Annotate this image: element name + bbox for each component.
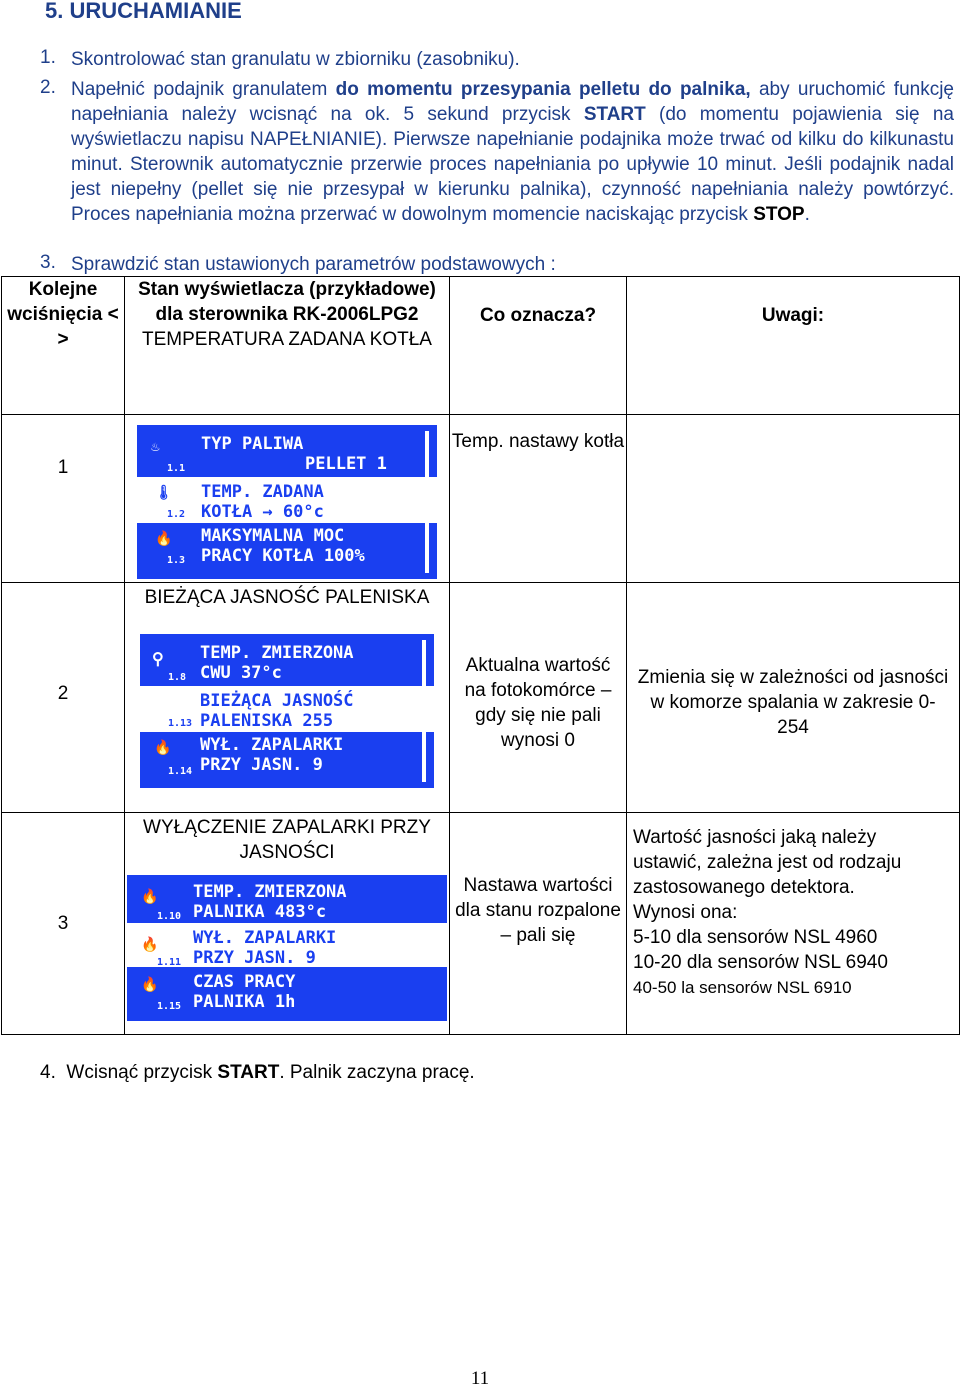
svg-text:1.13: 1.13	[168, 718, 193, 729]
row-3-number: 3	[2, 813, 125, 1035]
step-4: 4. Wcisnąć przycisk START. Palnik zaczyna pracę.	[40, 1062, 475, 1083]
flame-icon: 🔥	[141, 937, 159, 953]
svg-text:TEMP. ZADANA: TEMP. ZADANA	[201, 482, 324, 502]
svg-text:TEMP. ZMIERZONA: TEMP. ZMIERZONA	[200, 643, 354, 663]
step-1-number: 1.	[40, 47, 56, 68]
flame-icon: 🔥	[141, 977, 159, 993]
thermometer-icon: 🌡	[155, 485, 173, 501]
svg-text:MAKSYMALNA MOC: MAKSYMALNA MOC	[201, 526, 345, 546]
row-1-display	[125, 415, 450, 583]
flame-icon: 🔥	[154, 740, 172, 756]
row-2-notes: Zmienia się w zależności od jasności w komorze spalania w zakresie 0-254	[627, 583, 960, 813]
row-3-meaning: Nastawa wartości dla stanu rozpalone – pali się	[450, 813, 627, 1035]
step-2-number: 2.	[40, 77, 56, 98]
row-3-display: WYŁĄCZENIE ZAPALARKI PRZY JASNOŚCI 🔥 1.10 TEMP. ZMIERZONA PALNIKA 483°c 🔥 1.11 WYŁ. ZAPALARKI PRZY JASN. 9 🔥 1.15 CZAS PRACY PALNIKA 1h	[125, 813, 450, 1035]
row-2-number: 2	[2, 583, 125, 813]
svg-text:1.10: 1.10	[157, 911, 182, 922]
svg-text:PALNIKA 483°c: PALNIKA 483°c	[193, 902, 327, 922]
lcd-screen-2	[140, 634, 434, 788]
svg-text:1.15: 1.15	[157, 1001, 182, 1012]
svg-text:WYŁ. ZAPALARKI: WYŁ. ZAPALARKI	[200, 735, 344, 755]
row-1-notes	[627, 415, 960, 583]
svg-text:1.8: 1.8	[168, 672, 187, 683]
step-2-text: Napełnić podajnik granulatem do momentu przesypania pelletu do palnika, aby uruchomić funkcję napełniania należy wcisnąć na ok. 5 sekund przycisk START (do momentu pojawienia się na wyświetlaczu napisu NAPEŁNIANIE). Pierwsze napełnianie podajnika może trwać od kilku do kilkunastu minut. Sterownik automatycznie przerwie proces napełniania po upływie 10 minut. Jeśli podajnik nadal jest niepełny (pellet się nie przesypał w kierunku palnika), czynność napełniania należy powtórzyć. Proces napełniania można przerwać w dowolnym momencie naciskając przycisk STOP.	[71, 79, 955, 225]
tap-icon: ⚲	[152, 649, 164, 668]
lcd-screen-1	[137, 425, 437, 579]
svg-text:TEMP. ZMIERZONA: TEMP. ZMIERZONA	[193, 882, 347, 902]
step-1-text: Skontrolować stan granulatu w zbiorniku (zasobniku).	[71, 49, 520, 70]
svg-text:PRZY JASN. 9: PRZY JASN. 9	[193, 948, 316, 968]
svg-text:1.14: 1.14	[168, 766, 193, 777]
page-number: 11	[470, 1368, 490, 1389]
lcd-screen-3	[127, 875, 447, 1021]
svg-text:KOTŁA → 60°c: KOTŁA → 60°c	[201, 502, 324, 522]
svg-text:1.1: 1.1	[167, 463, 186, 474]
svg-text:PALNIKA 1h: PALNIKA 1h	[193, 992, 296, 1012]
svg-text:CWU 37°c: CWU 37°c	[200, 663, 282, 683]
section-heading: 5. URUCHAMIANIE	[45, 0, 242, 23]
header-notes: Uwagi:	[627, 277, 960, 415]
header-meaning: Co oznacza?	[450, 277, 627, 415]
row-2-meaning: Aktualna wartość na fotokomórce – gdy się nie pali wynosi 0	[450, 583, 627, 813]
svg-text:PELLET 1: PELLET 1	[305, 454, 387, 474]
svg-text:1.11: 1.11	[157, 957, 182, 968]
svg-text:PALENISKA 255: PALENISKA 255	[200, 711, 334, 731]
row-3-notes: Wartość jasności jaką należy ustawić, zależna jest od rodzaju zastosowanego detektora. Wynosi ona: 5-10 dla sensorów NSL 4960 10-20 dla sensorów NSL 6940 40-50 la sensorów NSL 6910	[627, 813, 960, 1035]
svg-text:PRACY KOTŁA 100%: PRACY KOTŁA 100%	[201, 546, 365, 566]
row-1-number: 1	[2, 415, 125, 583]
flame-icon: ♨	[151, 439, 160, 455]
flame-icon: 🔥	[141, 889, 159, 905]
svg-text:BIEŻĄCA JASNOŚĆ: BIEŻĄCA JASNOŚĆ	[200, 691, 354, 711]
flame-icon: 🔥	[155, 531, 173, 547]
svg-text:1.2: 1.2	[167, 509, 186, 520]
svg-text:TYP PALIWA: TYP PALIWA	[201, 434, 304, 454]
svg-text:1.3: 1.3	[167, 555, 186, 566]
row-1-meaning: Temp. nastawy kotła	[450, 415, 627, 583]
step-3-text: Sprawdzić stan ustawionych parametrów podstawowych :	[71, 254, 556, 275]
header-presses: Kolejne wciśnięcia < >	[2, 277, 125, 415]
svg-text:CZAS PRACY: CZAS PRACY	[193, 972, 296, 992]
svg-text:WYŁ. ZAPALARKI: WYŁ. ZAPALARKI	[193, 928, 337, 948]
step-3-number: 3.	[40, 252, 56, 273]
header-display-state: Stan wyświetlacza (przykładowe) dla sterownika RK-2006LPG2 TEMPERATURA ZADANA KOTŁA	[125, 277, 450, 415]
row-2-display: BIEŻĄCA JASNOŚĆ PALENISKA ⚲ 1.8 TEMP. ZMIERZONA CWU 37°c 1.13 BIEŻĄCA JASNOŚĆ PALENISKA 255 🔥 1.14 WYŁ. ZAPALARKI PRZY JASN. 9	[125, 583, 450, 813]
svg-text:PRZY JASN. 9: PRZY JASN. 9	[200, 755, 323, 775]
parameters-table	[1, 276, 960, 1035]
